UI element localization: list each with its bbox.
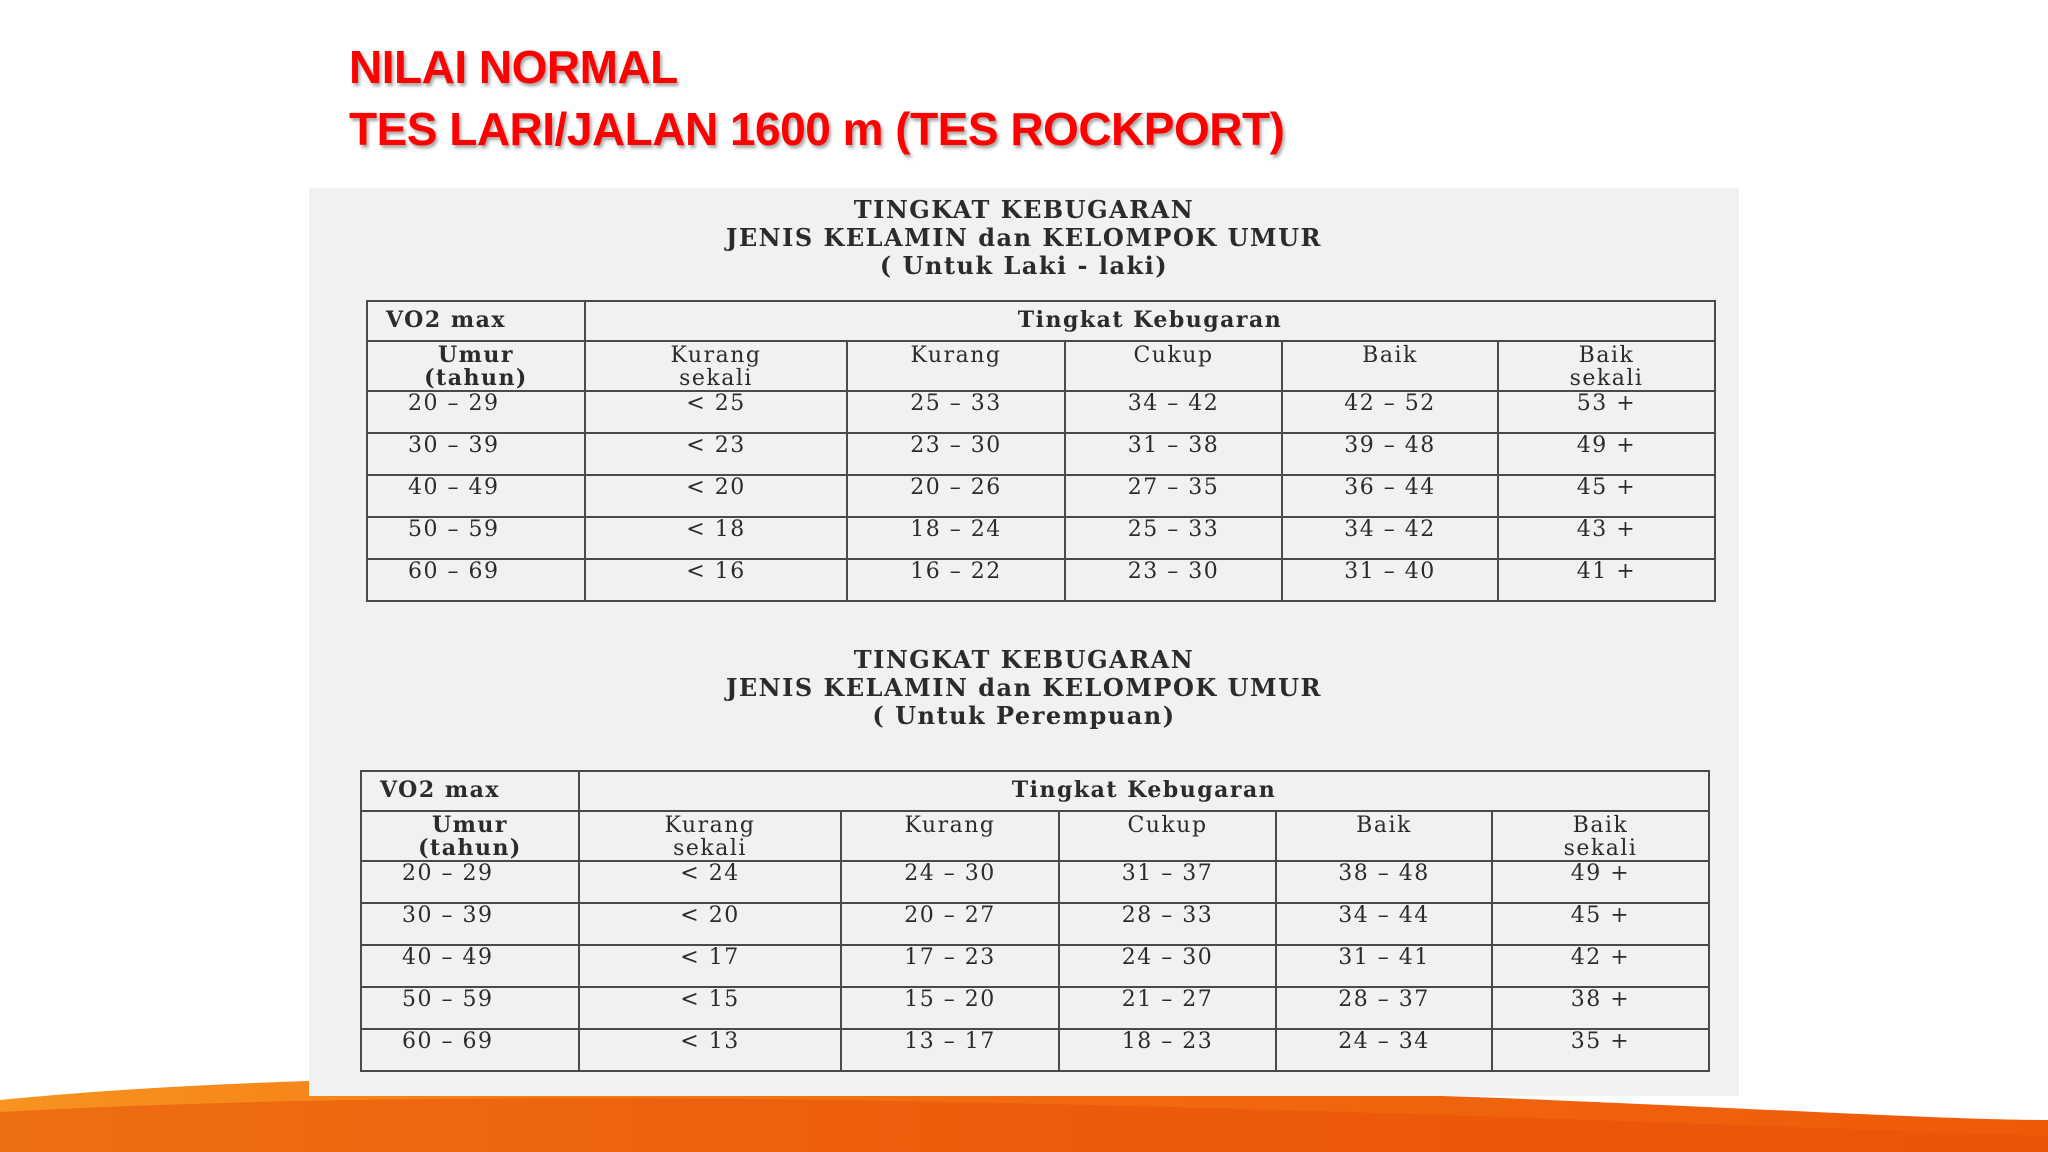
value-cell: < 25 xyxy=(585,391,847,433)
value-cell: < 24 xyxy=(579,861,841,903)
value-cell: < 17 xyxy=(579,945,841,987)
age-range-cell: 60 – 69 xyxy=(367,559,585,601)
category-header-row xyxy=(367,341,1715,391)
female-heading-line-1: TINGKAT KEBUGARAN xyxy=(853,645,1195,674)
slide-title-line-2: TES LARI/JALAN 1600 m (TES ROCKPORT) xyxy=(349,103,1285,155)
table-header-row xyxy=(361,771,1709,811)
category-header xyxy=(1498,341,1715,391)
age-range-cell: 50 – 59 xyxy=(367,517,585,559)
value-cell: 25 – 33 xyxy=(1065,517,1282,559)
slide-title xyxy=(349,36,1284,160)
category-header-line-1: Kurang xyxy=(910,343,1002,368)
value-cell: 34 – 42 xyxy=(1065,391,1282,433)
category-header-line-1: Cukup xyxy=(1127,813,1208,838)
value-cell: 31 – 40 xyxy=(1282,559,1498,601)
category-header xyxy=(1282,341,1498,391)
fitness-level-group-header: Tingkat Kebugaran xyxy=(579,771,1709,811)
age-range-cell: 50 – 59 xyxy=(361,987,579,1029)
value-cell: 45 + xyxy=(1492,903,1709,945)
table-header-row xyxy=(367,301,1715,341)
value-cell: 41 + xyxy=(1498,559,1715,601)
value-cell: 27 – 35 xyxy=(1065,475,1282,517)
category-header-row xyxy=(361,811,1709,861)
age-range-cell: 30 – 39 xyxy=(361,903,579,945)
table-row xyxy=(367,475,1715,517)
value-cell: 53 + xyxy=(1498,391,1715,433)
table-row xyxy=(367,433,1715,475)
category-header-line-1: Kurang xyxy=(664,813,756,838)
category-header xyxy=(1059,811,1276,861)
value-cell: 35 + xyxy=(1492,1029,1709,1071)
category-header-line-2: sekali xyxy=(679,366,753,391)
male-heading-line-2: JENIS KELAMIN dan KELOMPOK UMUR xyxy=(726,223,1322,252)
category-header-line-2: sekali xyxy=(1563,836,1638,861)
value-cell: 42 – 52 xyxy=(1282,391,1498,433)
value-cell: 18 – 23 xyxy=(1059,1029,1276,1071)
value-cell: 25 – 33 xyxy=(847,391,1065,433)
value-cell: 21 – 27 xyxy=(1059,987,1276,1029)
vo2-max-label: VO2 max xyxy=(361,771,579,811)
value-cell: 28 – 37 xyxy=(1276,987,1492,1029)
vo2-max-label: VO2 max xyxy=(367,301,585,341)
age-range-cell: 40 – 49 xyxy=(361,945,579,987)
category-header-line-2: sekali xyxy=(673,836,747,861)
male-table-heading xyxy=(309,196,1739,280)
category-header xyxy=(1492,811,1709,861)
value-cell: 24 – 30 xyxy=(841,861,1059,903)
category-header-line-1: Cukup xyxy=(1133,343,1214,368)
table-row xyxy=(367,559,1715,601)
value-cell: 23 – 30 xyxy=(1065,559,1282,601)
age-header-line-1: Umur xyxy=(431,812,509,838)
age-header-line-1: Umur xyxy=(437,342,515,368)
value-cell: 34 – 44 xyxy=(1276,903,1492,945)
value-cell: < 23 xyxy=(585,433,847,475)
value-cell: 28 – 33 xyxy=(1059,903,1276,945)
table-row xyxy=(367,391,1715,433)
age-header-line-2: (tahun) xyxy=(424,365,528,391)
age-range-cell: 30 – 39 xyxy=(367,433,585,475)
category-header xyxy=(585,341,847,391)
value-cell: 31 – 37 xyxy=(1059,861,1276,903)
age-range-cell: 60 – 69 xyxy=(361,1029,579,1071)
value-cell: 34 – 42 xyxy=(1282,517,1498,559)
slide-title-line-1: NILAI NORMAL xyxy=(349,41,678,93)
fitness-level-group-header: Tingkat Kebugaran xyxy=(585,301,1715,341)
value-cell: 45 + xyxy=(1498,475,1715,517)
age-header-line-2: (tahun) xyxy=(418,835,522,861)
male-heading-line-3: ( Untuk Laki - laki) xyxy=(879,251,1169,280)
table-row xyxy=(361,903,1709,945)
value-cell: 38 – 48 xyxy=(1276,861,1492,903)
category-header-line-2: sekali xyxy=(1569,366,1644,391)
value-cell: 43 + xyxy=(1498,517,1715,559)
category-header-line-1: Baik xyxy=(1572,813,1629,838)
table-row xyxy=(361,945,1709,987)
category-header xyxy=(579,811,841,861)
category-header xyxy=(1276,811,1492,861)
category-header xyxy=(1065,341,1282,391)
value-cell: 38 + xyxy=(1492,987,1709,1029)
category-header xyxy=(847,341,1065,391)
value-cell: 36 – 44 xyxy=(1282,475,1498,517)
value-cell: 20 – 27 xyxy=(841,903,1059,945)
age-column-header xyxy=(361,811,579,861)
age-range-cell: 40 – 49 xyxy=(367,475,585,517)
value-cell: 24 – 30 xyxy=(1059,945,1276,987)
value-cell: < 18 xyxy=(585,517,847,559)
value-cell: 24 – 34 xyxy=(1276,1029,1492,1071)
category-header-line-1: Kurang xyxy=(670,343,762,368)
value-cell: 31 – 38 xyxy=(1065,433,1282,475)
age-range-cell: 20 – 29 xyxy=(361,861,579,903)
female-table-heading xyxy=(309,646,1739,730)
value-cell: 42 + xyxy=(1492,945,1709,987)
value-cell: 15 – 20 xyxy=(841,987,1059,1029)
value-cell: 49 + xyxy=(1498,433,1715,475)
value-cell: 20 – 26 xyxy=(847,475,1065,517)
value-cell: 17 – 23 xyxy=(841,945,1059,987)
table-row xyxy=(367,517,1715,559)
female-fitness-table xyxy=(360,770,1710,1072)
category-header-line-1: Baik xyxy=(1356,813,1412,838)
value-cell: < 20 xyxy=(585,475,847,517)
male-heading-line-1: TINGKAT KEBUGARAN xyxy=(853,195,1195,224)
category-header xyxy=(841,811,1059,861)
value-cell: < 13 xyxy=(579,1029,841,1071)
value-cell: 18 – 24 xyxy=(847,517,1065,559)
female-heading-line-3: ( Untuk Perempuan) xyxy=(872,701,1176,730)
value-cell: < 20 xyxy=(579,903,841,945)
value-cell: < 15 xyxy=(579,987,841,1029)
female-heading-line-2: JENIS KELAMIN dan KELOMPOK UMUR xyxy=(726,673,1322,702)
value-cell: 31 – 41 xyxy=(1276,945,1492,987)
category-header-line-1: Kurang xyxy=(904,813,996,838)
value-cell: 16 – 22 xyxy=(847,559,1065,601)
age-column-header xyxy=(367,341,585,391)
table-row xyxy=(361,1029,1709,1071)
table-row xyxy=(361,987,1709,1029)
table-row xyxy=(361,861,1709,903)
category-header-line-1: Baik xyxy=(1362,343,1418,368)
age-range-cell: 20 – 29 xyxy=(367,391,585,433)
value-cell: 39 – 48 xyxy=(1282,433,1498,475)
value-cell: < 16 xyxy=(585,559,847,601)
value-cell: 49 + xyxy=(1492,861,1709,903)
male-fitness-table xyxy=(366,300,1716,602)
value-cell: 13 – 17 xyxy=(841,1029,1059,1071)
scanned-table-image xyxy=(309,188,1739,1096)
value-cell: 23 – 30 xyxy=(847,433,1065,475)
category-header-line-1: Baik xyxy=(1578,343,1635,368)
